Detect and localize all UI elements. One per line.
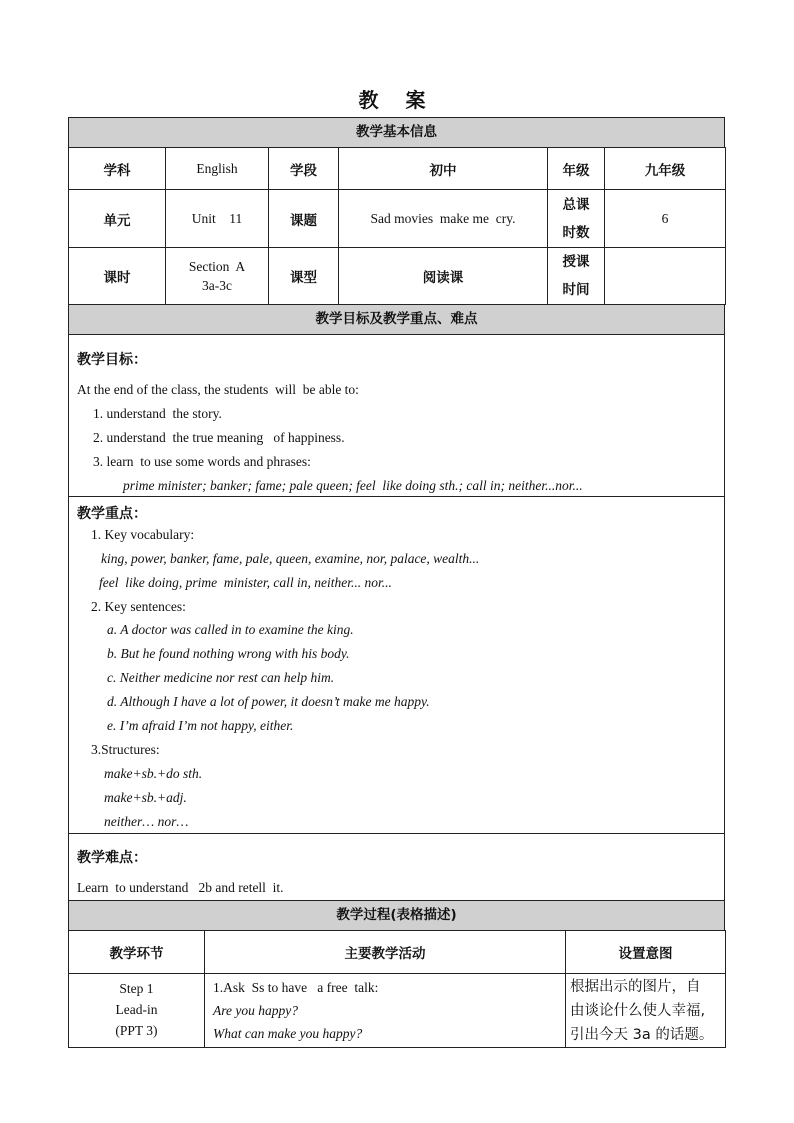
subject-value: English <box>166 148 269 190</box>
process-table <box>68 930 726 1048</box>
type-value: 阅读课 <box>339 248 548 305</box>
purpose-line: 由谈论什么使人幸福, <box>570 1003 706 1019</box>
difficulty-text: Learn to understand 2b and retell it. <box>77 880 284 895</box>
vocab-title: 1. Key vocabulary: <box>91 527 195 542</box>
activity-line: 1.Ask Ss to have a free talk: <box>213 980 379 995</box>
activity-line: Are you happy? <box>213 1003 298 1018</box>
total-hours-label-line1: 总课 <box>562 196 590 213</box>
difficulty-box <box>68 833 725 901</box>
objectives-intro: At the end of the class, the students will be able to: <box>77 382 359 397</box>
time-label-line1: 授课 <box>562 254 590 270</box>
time-label <box>548 248 605 305</box>
unit-label: 单元 <box>69 190 166 248</box>
structure-item: neither… nor… <box>104 814 189 829</box>
topic-value: Sad movies make me cry. <box>339 190 548 248</box>
objectives-box <box>68 334 725 497</box>
sentences-title: 2. Key sentences: <box>91 599 186 614</box>
unit-value: Unit 11 <box>166 190 269 248</box>
objectives-heading: 教学目标： <box>77 352 147 368</box>
time-value <box>605 248 726 305</box>
period-label: 课时 <box>69 248 166 305</box>
activity-line: What can make you happy? <box>213 1026 363 1041</box>
period-value-line2: 3a-3c <box>202 278 232 293</box>
col-step-header: 教学环节 <box>69 931 205 974</box>
stage-label: 学段 <box>269 148 339 190</box>
purpose-line: 引出今天 3a 的话题。 <box>570 1027 714 1043</box>
table-row <box>69 974 726 1048</box>
step-number: Step 1 <box>119 981 154 996</box>
key-points-box <box>68 496 725 834</box>
purpose-line: 根据出示的图片，自 <box>570 979 701 995</box>
key-points-heading: 教学重点： <box>77 506 147 522</box>
vocab-line-1: king, power, banker, fame, pale, queen, examine, nor, palace, wealth... <box>101 551 480 566</box>
grade-label: 年级 <box>548 148 605 190</box>
basic-info-table <box>68 147 726 305</box>
step-name: Lead-in <box>115 1002 158 1017</box>
grade-value: 九年级 <box>605 148 726 190</box>
purpose-cell <box>566 974 726 1048</box>
step-cell <box>69 974 205 1048</box>
type-label: 课型 <box>269 248 339 305</box>
structures-title: 3.Structures: <box>91 742 160 757</box>
structure-item: make+sb.+adj. <box>104 790 187 805</box>
section-process: 教学过程(表格描述) <box>68 900 725 931</box>
vocab-line-2: feel like doing, prime minister, call in, neither... nor... <box>99 575 392 590</box>
subject-label: 学科 <box>69 148 166 190</box>
total-hours-value: 6 <box>605 190 726 248</box>
objective-phrases: prime minister; banker; fame; pale queen; feel like doing sth.; call in; neither...nor... <box>123 478 583 493</box>
section-goals: 教学目标及教学重点、难点 <box>68 304 725 335</box>
section-basic-info: 教学基本信息 <box>68 117 725 148</box>
structure-item: make+sb.+do sth. <box>104 766 203 781</box>
key-sentence: b. But he found nothing wrong with his body. <box>107 646 350 661</box>
key-sentence: e. I’m afraid I’m not happy, either. <box>107 718 294 733</box>
col-activity-header: 主要教学活动 <box>205 931 566 974</box>
total-hours-label-line2: 时数 <box>562 224 590 241</box>
objective-item: 1. understand the story. <box>93 406 222 421</box>
page-title: 教 案 <box>358 88 436 112</box>
col-purpose-header: 设置意图 <box>566 931 726 974</box>
objective-item: 3. learn to use some words and phrases: <box>93 454 311 469</box>
topic-label: 课题 <box>269 190 339 248</box>
key-sentence: d. Although I have a lot of power, it doesn’t make me happy. <box>107 694 430 709</box>
time-label-line2: 时间 <box>562 282 590 298</box>
step-ppt: (PPT 3) <box>115 1023 158 1038</box>
period-value <box>166 248 269 305</box>
stage-value: 初中 <box>339 148 548 190</box>
period-value-line1: Section A <box>188 259 246 274</box>
key-sentence: a. A doctor was called in to examine the king. <box>107 622 354 637</box>
difficulty-heading: 教学难点： <box>77 850 147 866</box>
total-hours-label <box>548 190 605 248</box>
key-sentence: c. Neither medicine nor rest can help him. <box>107 670 335 685</box>
objective-item: 2. understand the true meaning of happiness. <box>93 430 345 445</box>
activity-cell <box>205 974 566 1048</box>
